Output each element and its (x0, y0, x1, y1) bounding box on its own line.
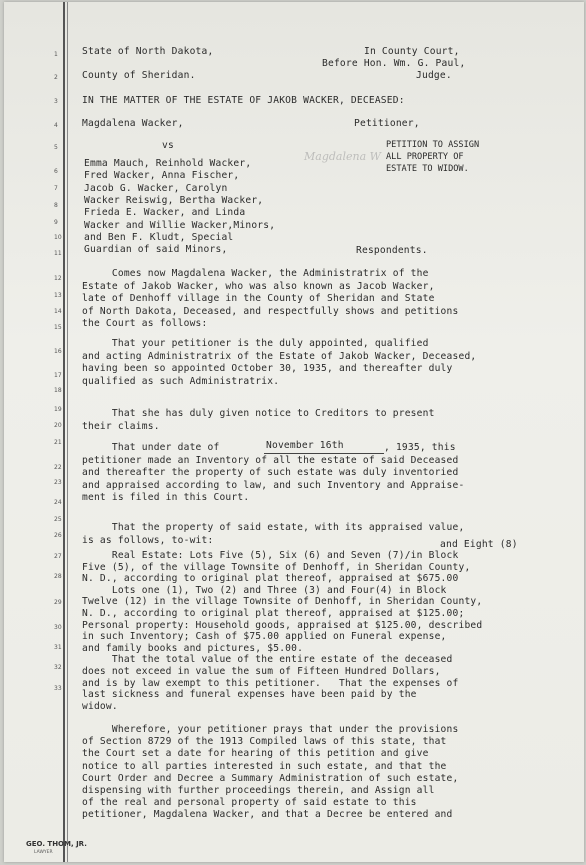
line-number: 23 (54, 479, 62, 486)
faint-handwriting: Magdalena W (304, 150, 381, 163)
property-line: N. D., according to original plat thereof, appraised at $125.00; (82, 608, 465, 619)
paragraph-7-line: of the real and personal property of said estate to this (82, 797, 417, 809)
paragraph-6-line: last sickness and funeral expenses have been paid by the (82, 689, 417, 701)
paragraph-1-line: of North Dakota, Deceased, and respectfully shows and petitions (82, 305, 459, 317)
respondent-line: and Ben F. Kludt, Special (84, 231, 234, 243)
line-number: 9 (54, 219, 58, 226)
line-number: 31 (54, 644, 62, 651)
paragraph-4-line: and appraised according to law, and such Inventory and Appraise- (82, 479, 465, 491)
line-number: 24 (54, 499, 62, 506)
line-number: 22 (54, 464, 62, 471)
property-line: Real Estate: Lots Five (5), Six (6) and Seven (7)/in Block (82, 550, 459, 561)
line-number: 14 (54, 308, 62, 315)
margin-rule (63, 2, 65, 862)
line-number: 26 (54, 532, 62, 539)
line-number: 19 (54, 406, 62, 413)
paragraph-6-line: That the total value of the entire estate of the deceased (82, 654, 453, 665)
court-line-2: Before Hon. Wm. G. Paul, (322, 58, 466, 69)
paragraph-4-line: petitioner made an Inventory of all the estate of said Deceased (82, 454, 459, 466)
respondent-line: Guardian of said Minors, (84, 244, 228, 256)
property-line: Twelve (12) in the village Townsite of Denhoff, in Sheridan County, (82, 596, 483, 608)
line-number: 30 (54, 624, 62, 631)
county-line: County of Sheridan. (82, 70, 196, 81)
paragraph-2-line: That your petitioner is the duly appointed, qualified (82, 338, 429, 349)
line-number: 11 (54, 250, 62, 257)
respondent-line: Frieda E. Wacker, and Linda (84, 207, 246, 219)
paragraph-7-line: petitioner, Magdalena Wacker, and that a Decree be entered and (82, 809, 453, 821)
paragraph-7-line: dispensing with further proceedings therein, and Assign all (82, 785, 435, 796)
handwritten-insert: and Eight (8) (440, 539, 518, 550)
paragraph-2-line: qualified as such Administratrix. (82, 375, 280, 387)
paragraph-7-line: of Section 8729 of the 1913 Compiled laws of this state, that (82, 736, 447, 748)
line-number: 3 (54, 98, 58, 105)
line-number: 27 (54, 553, 62, 560)
paragraph-2-line: having been so appointed October 30, 1935, and thereafter duly (82, 363, 453, 375)
legal-document-page (4, 2, 584, 862)
paragraph-6-line: and is by law exempt to this petitioner. That the expenses of (82, 677, 459, 689)
inventory-date-fill: November 16th (266, 440, 344, 451)
paragraph-4-line: and thereafter the property of such estate was duly inventoried (82, 467, 459, 479)
line-number: 10 (54, 234, 62, 241)
paragraph-2-line: and acting Administratrix of the Estate of Jakob Wacker, Deceased, (82, 350, 477, 362)
line-number: 25 (54, 516, 62, 523)
respondent-line: Emma Mauch, Reinhold Wacker, (84, 158, 252, 169)
court-line-3: Judge. (416, 70, 452, 81)
paragraph-7-line: Wherefore, your petitioner prays that under the provisions (82, 724, 459, 735)
line-number: 5 (54, 144, 58, 151)
paragraph-1-line: Comes now Magdalena Wacker, the Administratrix of the (82, 268, 429, 279)
paragraph-6-line: widow. (82, 701, 118, 713)
margin-rule-secondary (67, 2, 68, 862)
property-line: Personal property: Household goods, appraised at $125.00, described (82, 619, 483, 631)
line-number: 7 (54, 185, 58, 192)
property-line: N. D., according to original plat thereof, appraised at $675.00 (82, 573, 459, 585)
respondent-line: Fred Wacker, Anna Fischer, (84, 170, 240, 182)
line-number: 21 (54, 439, 62, 446)
paragraph-4-suffix: , 1935, this (384, 442, 456, 453)
petitioner-label: Petitioner, (354, 118, 420, 129)
line-number: 12 (54, 275, 62, 282)
line-number: 16 (54, 348, 62, 355)
paragraph-4-prefix: That under date of (82, 442, 226, 453)
paragraph-3-line: their claims. (82, 420, 160, 432)
paragraph-6-line: does not exceed in value the sum of Fifteen Hundred Dollars, (82, 665, 441, 677)
lawyer-imprint: GEO. THOM, JR. (26, 840, 87, 848)
line-number: 32 (54, 664, 62, 671)
line-number: 20 (54, 422, 62, 429)
caption-line-1: PETITION TO ASSIGN (386, 140, 480, 150)
state-line: State of North Dakota, (82, 46, 214, 57)
paragraph-1-line: the Court as follows: (82, 318, 208, 330)
line-number: 29 (54, 599, 62, 606)
respondents-label: Respondents. (356, 245, 428, 256)
paragraph-7-line: Court Order and Decree a Summary Administration of such estate, (82, 772, 459, 784)
property-line: Lots one (1), Two (2) and Three (3) and Four(4) in Block (82, 584, 447, 596)
line-number: 18 (54, 387, 62, 394)
lawyer-imprint-sub: LAWYER (34, 850, 53, 855)
respondent-line: Jacob G. Wacker, Carolyn (84, 182, 228, 194)
matter-heading: IN THE MATTER OF THE ESTATE OF JAKOB WACKER, DECEASED: (82, 95, 405, 106)
paragraph-5-line: is as follows, to-wit: (82, 534, 214, 546)
respondent-line: Wacker and Willie Wacker,Minors, (84, 219, 276, 231)
paragraph-1-line: Estate of Jakob Wacker, who was also known as Jacob Wacker, (82, 280, 435, 292)
petitioner-name: Magdalena Wacker, (82, 118, 184, 129)
paragraph-7-line: notice to all parties interested in such estate, and that the (82, 760, 447, 772)
property-line: and family books and pictures, $5.00. (82, 642, 304, 654)
line-number: 4 (54, 122, 58, 129)
property-line: Five (5), of the village Townsite of Denhoff, in Sheridan County, (82, 561, 471, 573)
line-number: 8 (54, 202, 58, 209)
line-number: 2 (54, 74, 58, 81)
paragraph-3-line: That she has duly given notice to Creditors to present (82, 408, 435, 419)
paragraph-1-line: late of Denhoff village in the County of Sheridan and State (82, 293, 435, 305)
respondent-line: Wacker Reiswig, Bertha Wacker, (84, 194, 264, 206)
paragraph-4-line: ment is filed in this Court. (82, 492, 250, 504)
caption-line-2: ALL PROPERTY OF (386, 152, 464, 162)
paragraph-7-line: the Court set a date for hearing of this petition and give (82, 748, 429, 760)
line-number: 28 (54, 573, 62, 580)
line-number: 17 (54, 372, 62, 379)
line-number: 13 (54, 292, 62, 299)
paragraph-5-line: That the property of said estate, with its appraised value, (82, 522, 465, 533)
line-number: 15 (54, 324, 62, 331)
versus-label: vs (162, 140, 174, 151)
line-number: 33 (54, 685, 62, 692)
line-number: 1 (54, 51, 58, 58)
line-number: 6 (54, 168, 58, 175)
caption-line-3: ESTATE TO WIDOW. (386, 164, 469, 174)
court-line-1: In County Court, (364, 46, 460, 57)
property-line: in such Inventory; Cash of $75.00 applied on Funeral expense, (82, 631, 447, 643)
